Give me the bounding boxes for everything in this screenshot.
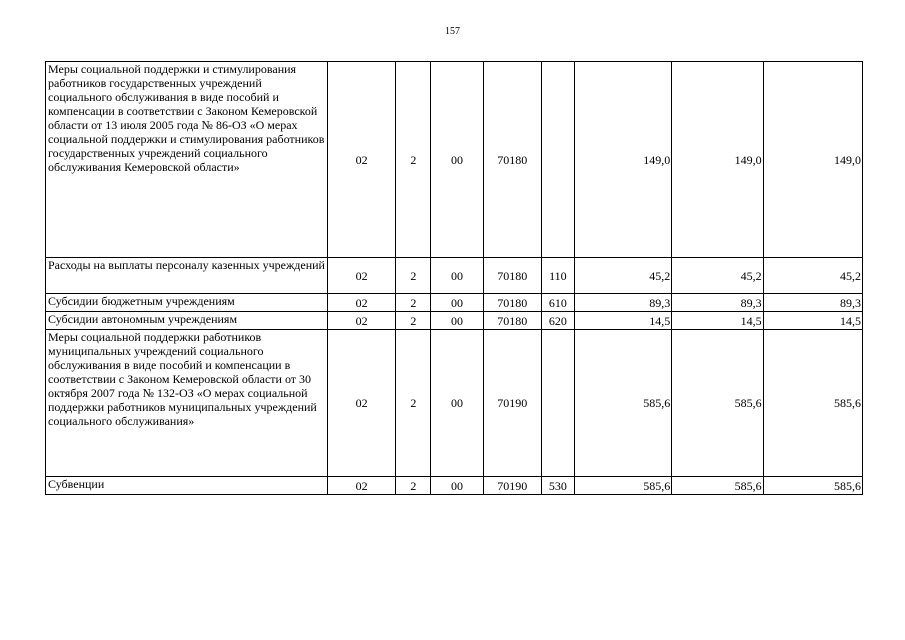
cell-value-2: 585,6	[672, 330, 763, 477]
table-row	[46, 312, 863, 330]
budget-table	[45, 61, 863, 495]
cell-expense-type: 610	[541, 294, 574, 312]
cell-value-3: 45,2	[763, 258, 862, 294]
cell-value-2: 585,6	[672, 477, 763, 495]
cell-expense-type	[541, 330, 574, 477]
cell-code: 70180	[483, 258, 541, 294]
row-name: Субвенции	[46, 477, 328, 495]
cell-section: 02	[328, 477, 396, 495]
cell-section: 02	[328, 294, 396, 312]
cell-value-2: 89,3	[672, 294, 763, 312]
page-number: 157	[445, 26, 460, 37]
cell-expense-type: 530	[541, 477, 574, 495]
cell-section: 02	[328, 312, 396, 330]
table-row	[46, 62, 863, 258]
row-name: Меры социальной поддержки работников муниципальных учреждений социального обслуживания в виде пособий и компенсации в соответствии с Законом Кемеровской области от 30 октября 2007 года № 132-ОЗ «О мерах социальной поддержки работников муниципальных учреждений социального обслуживания»	[46, 330, 328, 477]
cell-value-3: 585,6	[763, 330, 862, 477]
cell-section: 02	[328, 62, 396, 258]
row-name: Субсидии автономным учреждениям	[46, 312, 328, 330]
table-row	[46, 477, 863, 495]
cell-section: 02	[328, 258, 396, 294]
row-name: Расходы на выплаты персоналу казенных учреждений	[46, 258, 328, 294]
row-name: Меры социальной поддержки и стимулирования работников государственных учреждений социального обслуживания в виде пособий и компенсации в соответствии с Законом Кемеровской области от 13 июля 2005 года № 86-ОЗ «О мерах социальной поддержки и стимулирования работников государственных учреждений социального обслуживания Кемеровской области»	[46, 62, 328, 258]
cell-program: 2	[396, 477, 431, 495]
cell-value-3: 14,5	[763, 312, 862, 330]
cell-code: 70180	[483, 312, 541, 330]
cell-subprogram: 00	[431, 294, 483, 312]
table-row	[46, 294, 863, 312]
cell-value-2: 149,0	[672, 62, 763, 258]
cell-value-2: 45,2	[672, 258, 763, 294]
cell-value-1: 89,3	[574, 294, 671, 312]
cell-value-1: 149,0	[574, 62, 671, 258]
cell-code: 70180	[483, 62, 541, 258]
cell-program: 2	[396, 312, 431, 330]
row-name: Субсидии бюджетным учреждениям	[46, 294, 328, 312]
cell-subprogram: 00	[431, 477, 483, 495]
cell-subprogram: 00	[431, 330, 483, 477]
cell-value-3: 585,6	[763, 477, 862, 495]
cell-value-2: 14,5	[672, 312, 763, 330]
cell-value-3: 149,0	[763, 62, 862, 258]
cell-program: 2	[396, 258, 431, 294]
cell-program: 2	[396, 294, 431, 312]
cell-value-1: 585,6	[574, 477, 671, 495]
cell-subprogram: 00	[431, 312, 483, 330]
cell-section: 02	[328, 330, 396, 477]
cell-value-3: 89,3	[763, 294, 862, 312]
cell-expense-type: 620	[541, 312, 574, 330]
cell-expense-type	[541, 62, 574, 258]
cell-value-1: 45,2	[574, 258, 671, 294]
cell-program: 2	[396, 330, 431, 477]
cell-code: 70190	[483, 477, 541, 495]
table-row	[46, 330, 863, 477]
cell-code: 70190	[483, 330, 541, 477]
cell-value-1: 14,5	[574, 312, 671, 330]
cell-value-1: 585,6	[574, 330, 671, 477]
cell-code: 70180	[483, 294, 541, 312]
cell-program: 2	[396, 62, 431, 258]
cell-subprogram: 00	[431, 62, 483, 258]
table-row	[46, 258, 863, 294]
cell-subprogram: 00	[431, 258, 483, 294]
cell-expense-type: 110	[541, 258, 574, 294]
